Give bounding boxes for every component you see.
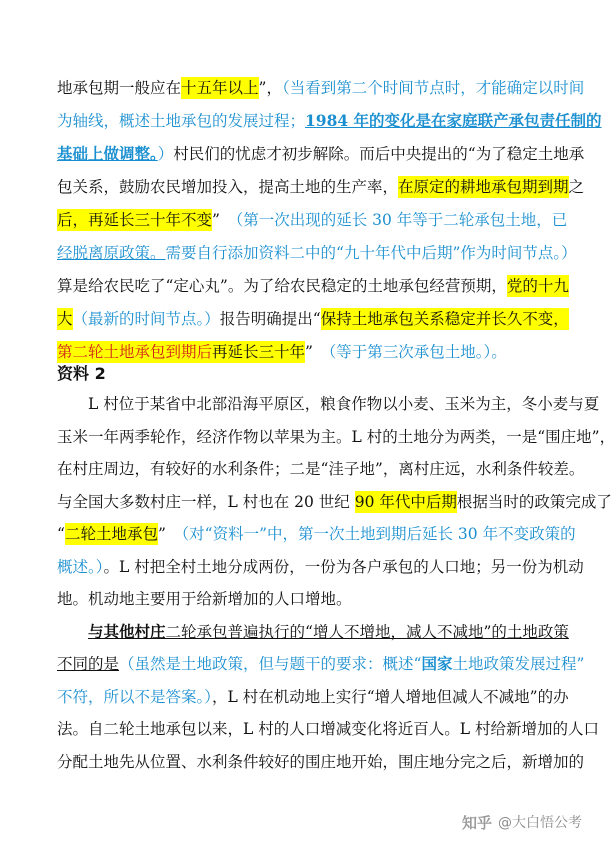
text-segment: 90 年代中后期 <box>354 492 457 511</box>
text-segment: （虽然是土地政策，但与题干的要求：概述“ <box>119 655 422 673</box>
text-line <box>57 422 615 452</box>
text-line <box>57 106 602 136</box>
text-segment: 包关系，鼓励农民增加投入，提高土地的生产率， <box>57 178 399 196</box>
text-segment: 概述。） <box>57 557 104 576</box>
text-segment: 算是给农民吃了“定心丸”。为了给农民稳定的土地承包经营预期， <box>57 277 507 295</box>
text-segment: 玉米一年两季轮作，经济作物以苹果为主。L 村的土地分为两类，一是“围庄地”， <box>57 427 615 446</box>
text-segment: 不同的是 <box>57 655 120 673</box>
text-segment: ，L 村在机动地上实行“增人增地但减人不减地”的办 <box>212 687 569 706</box>
text-segment: 第二轮土地承包到期后 <box>57 343 213 361</box>
text-segment: 国家 <box>421 654 453 673</box>
text-segment: （当看到第二个时间节点时，才能确定以时间 <box>281 79 585 97</box>
text-line <box>57 584 547 614</box>
text-segment: 需要自行添加资料二中的“九十年代中后期”作为时间节点。） <box>165 244 577 262</box>
text-segment: 土地政策发展过程” <box>452 655 585 673</box>
text-segment: （对“资料一”中，第一次土地到期后延长 30 年不变政策的 <box>181 525 576 543</box>
text-segment: 法。自二轮土地承包以来，L 村的人口增减变化将近百人。L 村给新增加的人口 <box>57 720 599 738</box>
text-segment: 根据当时的政策完成了 <box>456 492 612 511</box>
text-segment: 1984 年的变化是在家庭联产承包责任制的 <box>305 111 602 130</box>
text-segment: ” <box>157 525 182 543</box>
text-segment: 。L 村把全村土地分成两份，一份为各户承包的人口地；另一份为机动 <box>103 557 584 576</box>
section-heading: 资料 2 <box>57 364 106 383</box>
text-segment: 保持土地承包关系稳定并长久不变， <box>320 310 569 328</box>
text-segment: 分配土地先从位置、水利条件较好的围庄地开始，围庄地分完之后，新增加的 <box>57 752 585 771</box>
text-segment: 党的十九 <box>506 277 569 295</box>
zhihu-watermark <box>462 809 582 837</box>
text-segment: 地。机动地主要用于给新增加的人口增地。 <box>57 590 352 608</box>
text-segment: 再延长三十年 <box>212 343 306 361</box>
text-segment: 在原定的耕地承包期到期 <box>398 178 569 196</box>
text-line <box>57 714 599 744</box>
text-segment: ”， <box>258 79 282 97</box>
text-segment: ” <box>305 343 329 361</box>
text-segment: 与全国大多数村庄一样，L 村也在 20 世纪 <box>57 492 355 511</box>
text-segment: 在村庄周边，有较好的水利条件；二是“洼子地”，离村庄远，水利条件较差。 <box>57 460 585 478</box>
text-segment: ） <box>157 145 174 163</box>
text-segment: 经脱离原政策。 <box>57 244 166 262</box>
text-segment: 后，再延长三十年不变 <box>57 211 213 229</box>
text-line <box>57 205 568 235</box>
text-segment: 为轴线，概述土地承包的发展过程； <box>57 112 306 130</box>
text-segment: 大 <box>57 310 73 328</box>
text-line <box>57 682 569 712</box>
text-segment: “ <box>57 525 65 543</box>
text-line <box>57 454 585 484</box>
text-line <box>57 519 576 549</box>
text-line <box>57 747 585 777</box>
text-line <box>57 552 584 582</box>
text-segment: 地承包期一般应在 <box>57 79 182 97</box>
text-line <box>57 337 547 367</box>
text-segment: 不符，所以不是答案。） <box>57 687 213 706</box>
text-line <box>57 271 569 301</box>
text-line <box>88 617 569 647</box>
text-segment: 与其他村庄 <box>88 621 166 641</box>
text-segment: 十五年以上 <box>181 79 259 97</box>
text-segment: 报告明确提出“ <box>219 310 321 328</box>
text-segment: ” <box>212 211 236 229</box>
text-segment: （等于第三次承包土地。）。 <box>328 343 507 361</box>
text-line <box>88 389 600 419</box>
text-line <box>57 139 585 169</box>
text-segment: 村民们的忧虑才初步解除。而后中央提出的“为了稳定土地承 <box>173 145 585 163</box>
text-segment: 二轮承包普遍执行的“增人不增地，减人不减地”的土地政策 <box>165 622 569 641</box>
watermark-author: @大白悟公考 <box>498 815 582 831</box>
text-segment: 基础上做调整。 <box>57 144 158 163</box>
text-line <box>57 304 569 334</box>
zhihu-logo: 知乎 <box>461 814 492 832</box>
text-segment: 之 <box>568 178 585 196</box>
text-line <box>57 172 585 202</box>
text-segment: L 村位于某省中北部沿海平原区，粮食作物以小麦、玉米为主，冬小麦与夏 <box>88 395 600 413</box>
text-line <box>57 73 585 103</box>
text-segment: （第一次出现的延长 30 年等于二轮承包土地，已 <box>235 211 568 229</box>
text-segment: （最新的时间节点。） <box>72 310 220 328</box>
text-line <box>57 487 612 517</box>
text-segment: 二轮土地承包 <box>64 525 158 543</box>
text-line <box>57 649 585 679</box>
text-line <box>57 238 577 268</box>
